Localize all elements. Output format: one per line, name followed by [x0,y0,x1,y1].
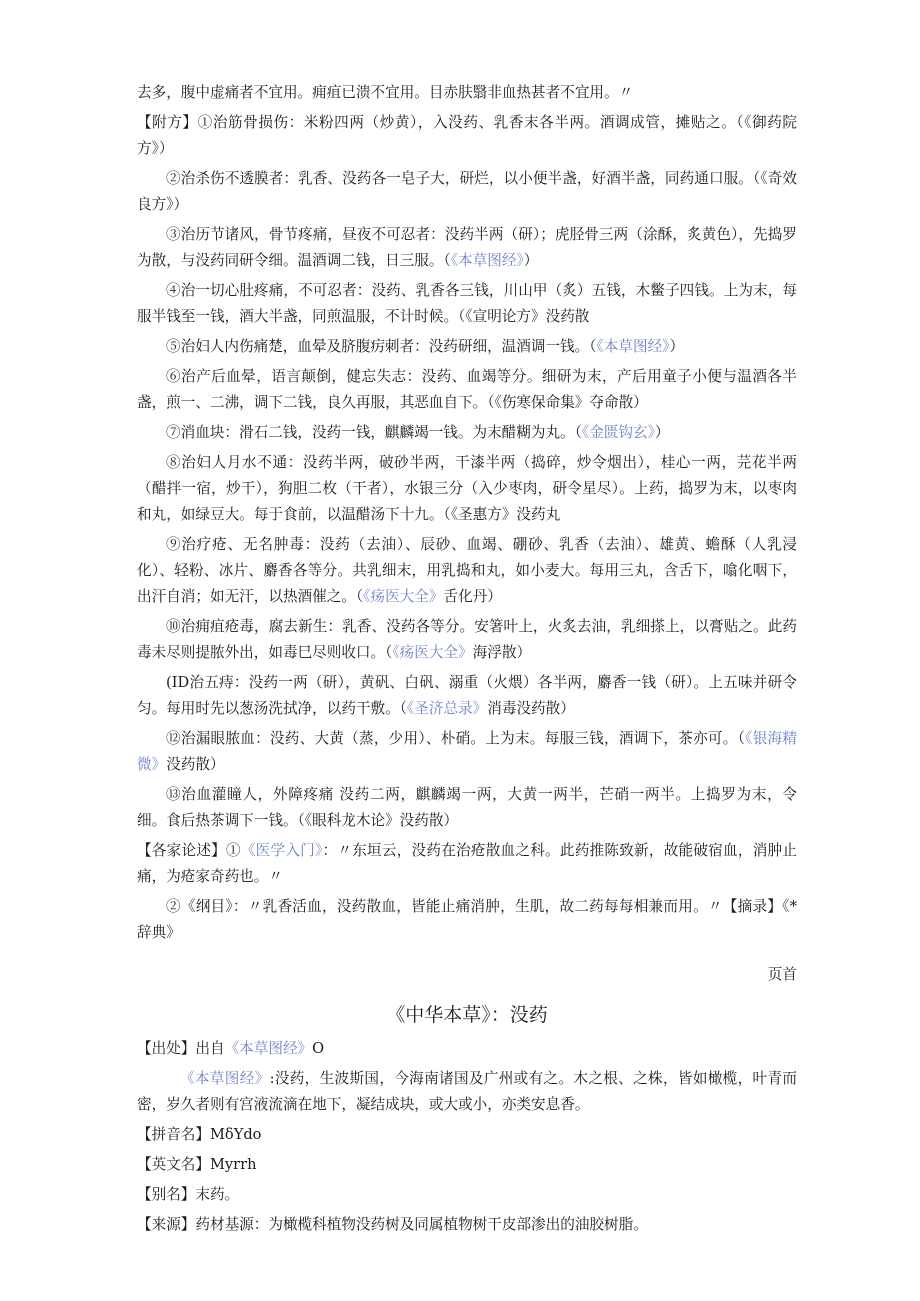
link-bencao-tujing[interactable]: 《本草图经》 [450,252,524,269]
formula-3: ③治历节诸风，骨节疼痛，昼夜不可忍者：没药半两（研）；虎胫骨三两（涂酥，炙黄色），先捣罗为散，与没药同研令细。温酒调二钱，日三服。（《本草图经》） [137,226,797,269]
formula-8: ⑧治妇人月水不通：没药半两，破砂半两，干漆半两（捣碎，炒令烟出），桂心一两，芫花半两（醋拌一宿，炒干），狗胆二枚（干者），水银三分（入少枣肉，研令星尽）。上药，捣罗为末，以枣肉和丸，如绿豆大。每于食前，以温醋汤下十九。（《圣惠方》没药丸 [137,454,797,523]
formula-6: ⑥治产后血晕，语言颠倒，健忘失志：没药、血竭等分。细研为末，产后用童子小便与温酒各半盏，煎一、二沸，调下二钱，良久再服，其恶血自下。（《伤寒保命集》夺命散） [137,368,797,411]
section-label-gejia: 【各家论述】① [137,842,241,859]
formula-9: ⑨治疗疮、无名肿毒：没药（去油）、辰砂、血竭、硼砂、乳香（去油）、雄黄、蟾酥（人乳浸化）、轻粉、冰片、麝香各等分。共乳细末，用乳捣和丸，如小麦大。每用三丸，含舌下，噏化咽下，出汗自消；如无汗，以热酒催之。（《疡医大全》舌化丹） [137,536,797,605]
page-head-link[interactable]: 页首 [767,966,797,983]
page-title: 《中华本草》：没药 [386,1004,548,1026]
commentary-2: ②《纲目》：〃乳香活血，没药散血，皆能止痛消肿，生肌，故二药每每相兼而用。〃【摘录】《*辞典》 [137,898,797,941]
source: 【来源】药材基源：为橄榄科植物没药树及同属植物树干皮部渗出的油胶树脂。 [137,1216,648,1233]
paragraph-contraindications: 去多，腹中虚痛者不宜用。痈疽已溃不宜用。目赤肤翳非血热甚者不宜用。〃 [137,84,634,101]
link-yangyi-daquan[interactable]: 《疡医大全》 [392,644,473,661]
link-bencao-tujing[interactable]: 《本草图经》 [180,1070,270,1087]
formula-2: ②治杀伤不透膜者：乳香、没药各一皂子大，研烂，以小便半盏，好酒半盏，同药通口服。（《奇效良方》） [137,170,797,213]
document-page [137,80,797,1242]
section-label-fufang: 【附方】 [137,114,198,131]
tujing-description: 《本草图经》:没药，生波斯国，今海南诸国及广州或有之。木之根、之株，皆如橄榄，叶青而密，岁久者则有宫液流滴在地下，凝结成块，或大或小，亦类安息香。 [137,1070,797,1113]
formula-1: 【附方】①治筋骨损伤：米粉四两（炒黄），入没药、乳香末各半两。酒调成管，摊贴之。（《御药院方》） [137,114,797,157]
link-bencao-tujing[interactable]: 《本草图经》 [224,1040,313,1057]
formula-4: ④治一切心肚疼痛，不可忍者：没药、乳香各三钱，川山甲（炙）五钱，木鳖子四钱。上为末，每服半钱至一钱，酒大半盏，同煎温服，不计时候。（《宣明论方》没药散 [137,282,797,325]
link-shengji-zonglu[interactable]: 《圣济总录》 [406,700,488,717]
english-name: 【英文名】Myrrh [137,1156,257,1173]
link-yangyi-daquan[interactable]: 《疡医大全》 [363,588,444,605]
formula-12: ⑫治漏眼脓血：没药、大黄（蒸，少用）、朴硝。上为末。每服三钱，酒调下，茶亦可。（《银海精微》没药散） [137,730,797,773]
pinyin-name: 【拼音名】MδYdo [137,1126,262,1143]
origin: 【出处】出自《本草图经》O [137,1040,325,1057]
commentary-1: 【各家论述】①《医学入门》：〃东垣云，没药在治疮散血之科。此药推陈致新，故能破宿血，消肿止痛，为疮家奇药也。〃 [137,842,797,885]
formula-13: ⑬治血灌瞳人，外障疼痛 没药二两，麒麟竭一两，大黄一两半，芒硝一两半。上捣罗为末，令细。食后热茶调下一钱。（《眼科龙木论》没药散） [137,786,797,829]
link-jingui-gouxuan[interactable]: 《金匮钩玄》 [581,424,655,441]
formula-10: ⑩治痈疽疮毒，腐去新生：乳香、没药各等分。安箸叶上，火炙去油，乳细搽上，以膏贴之。此药毒未尽则提脓外出，如毒巳尽则收口。（《疡医大全》海浮散） [137,618,797,661]
formula-7: ⑦消血块：滑石二钱，没药一钱，麒麟竭一钱。为末醋糊为丸。（《金匮钩玄》） [166,424,670,441]
alias: 【别名】末药。 [137,1186,240,1203]
link-bencao-tujing[interactable]: 《本草图经》 [596,338,670,355]
link-yixue-rumen[interactable]: 《医学入门》 [240,842,323,859]
formula-5: ⑤治妇人内伤痛楚，血晕及脐腹疠刺者：没药研细，温酒调一钱。（《本草图经》） [166,338,685,355]
link-yinhai-jingwei[interactable]: 《银海精微》 [137,730,797,773]
formula-11: (ID治五痔：没药一两（研），黄矾、白矾、溺重（火煨）各半两，麝香一钱（研）。上五味并研令匀。每用时先以葱汤洗拭净，以药干敷。（《圣济总录》消毒没药散） [137,674,797,717]
